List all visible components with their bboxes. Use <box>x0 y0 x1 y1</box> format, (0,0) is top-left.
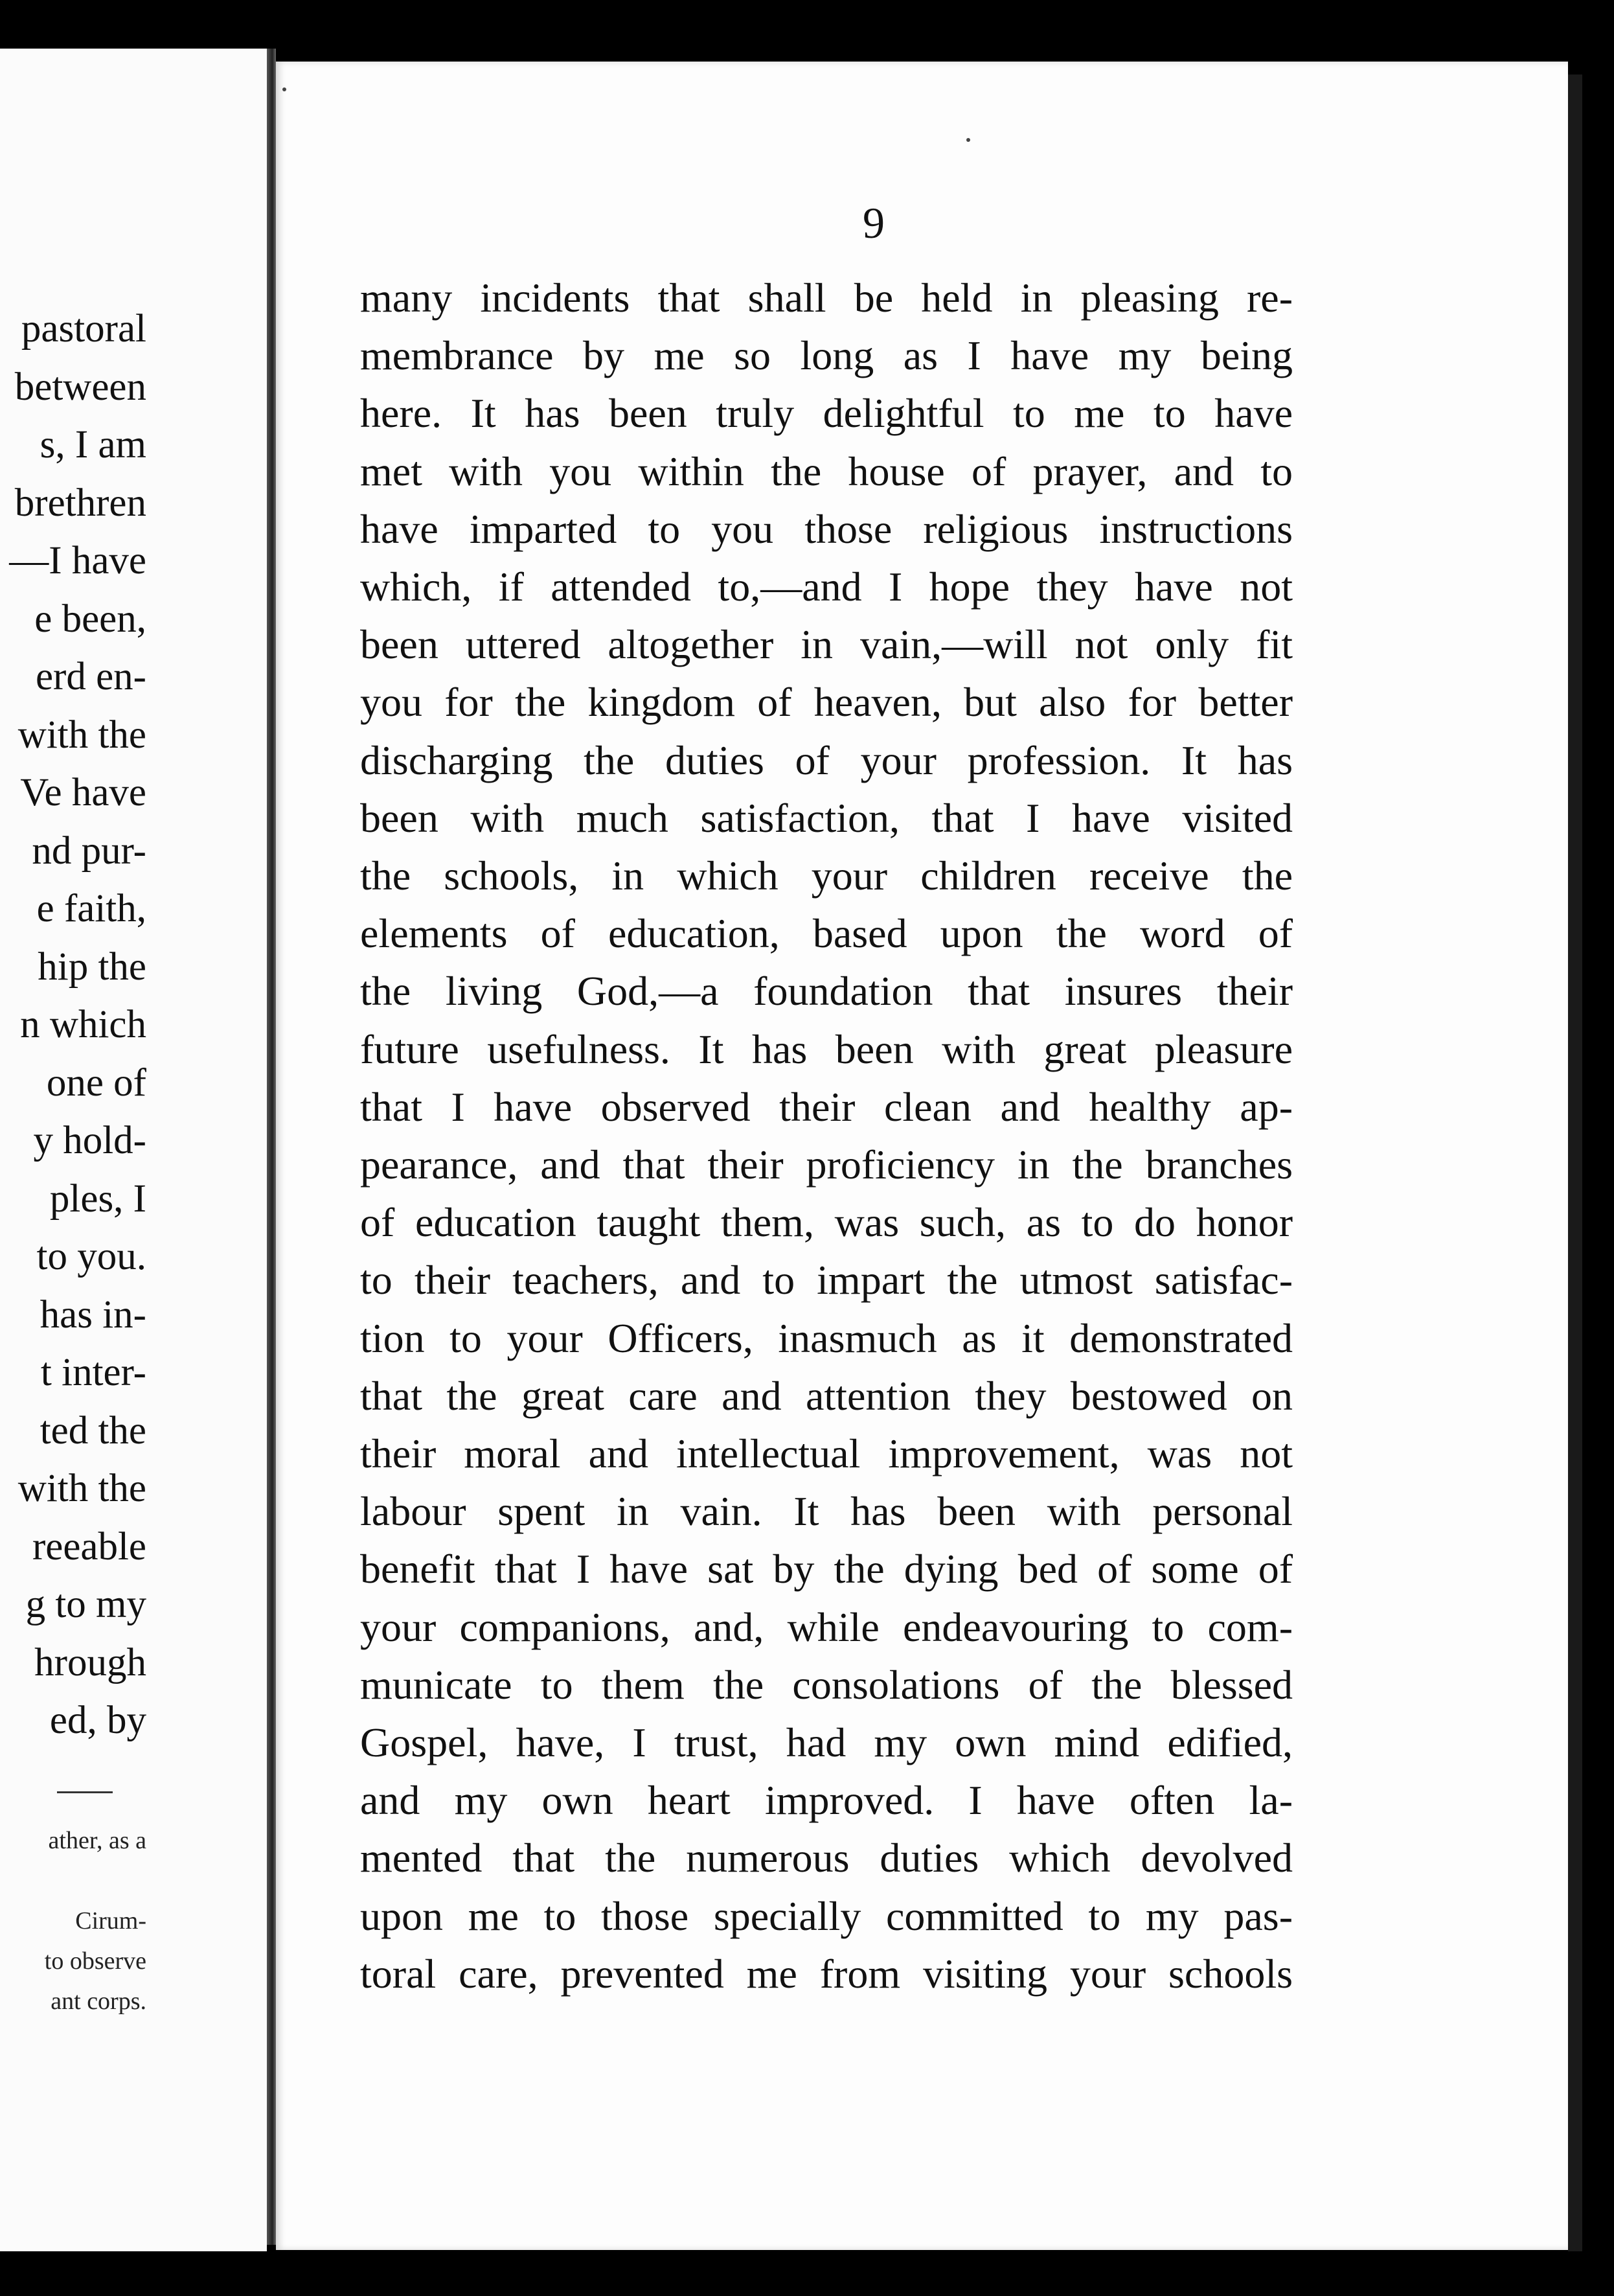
text-line: elements of education, based upon the word of <box>360 910 1293 957</box>
scan-speck <box>966 138 970 142</box>
left-line: e been, <box>34 597 146 641</box>
previous-page-text <box>9 300 146 1750</box>
left-line: erd en- <box>35 655 146 698</box>
book-gutter <box>267 49 276 2245</box>
page-number: 9 <box>863 198 885 247</box>
left-line: hip the <box>38 945 146 989</box>
page-edge-shadow <box>1568 75 1582 2251</box>
text-line: tion to your Officers, inasmuch as it demonstrated <box>360 1314 1293 1361</box>
left-line: y hold- <box>33 1119 146 1162</box>
text-line: benefit that I have sat by the dying bed of some of <box>360 1546 1293 1592</box>
left-line: —I have <box>9 539 146 582</box>
text-line: you for the kingdom of heaven, but also for better <box>360 679 1293 726</box>
text-line: membrance by me so long as I have my being <box>360 332 1293 379</box>
text-line: been with much satisfaction, that I have visited <box>360 794 1293 841</box>
left-line: e faith, <box>36 887 146 930</box>
scan-speck <box>282 87 286 91</box>
text-line: many incidents that shall be held in pleasing re- <box>360 275 1293 321</box>
footnote-line: ant corps. <box>51 1988 146 2015</box>
left-line: hrough <box>34 1640 146 1684</box>
left-line: s, I am <box>40 423 146 466</box>
left-line: pastoral <box>21 307 146 350</box>
left-line: n which <box>20 1003 146 1046</box>
left-line: ed, by <box>49 1699 146 1742</box>
left-line: ted the <box>40 1408 146 1452</box>
left-line: to you. <box>36 1235 146 1278</box>
left-line: with the <box>17 713 146 757</box>
text-line: that the great care and attention they bestowed on <box>360 1372 1293 1419</box>
footnote-spacer <box>45 1861 146 1901</box>
text-line: labour spent in vain. It has been with personal <box>360 1488 1293 1535</box>
text-line: which, if attended to,—and I hope they have not <box>360 564 1293 610</box>
text-line: have imparted to you those religious instructions <box>360 505 1293 552</box>
previous-page-fragment <box>0 49 267 2251</box>
left-line: reeable <box>32 1524 146 1568</box>
text-line: upon me to those specially committed to my pas- <box>360 1892 1293 1939</box>
text-line: and my own heart improved. I have often la- <box>360 1777 1293 1824</box>
text-line: to their teachers, and to impart the utmost satisfac- <box>360 1257 1293 1303</box>
text-line: of education taught them, was such, as to do honor <box>360 1199 1293 1246</box>
text-line: Gospel, have, I trust, had my own mind edified, <box>360 1719 1293 1766</box>
text-line: met with you within the house of prayer, and to <box>360 448 1293 494</box>
left-line: nd pur- <box>32 829 146 873</box>
footnote-line: ather, as a <box>48 1827 146 1854</box>
text-line: your companions, and, while endeavouring to com- <box>360 1603 1293 1650</box>
text-line: municate to them the consolations of the blessed <box>360 1661 1293 1708</box>
text-line: discharging the duties of your profession. It has <box>360 737 1293 783</box>
left-line: ples, I <box>49 1177 146 1221</box>
left-line: t inter- <box>40 1351 146 1394</box>
page-body-text <box>360 269 1293 2003</box>
text-line: pearance, and that their proficiency in the branches <box>360 1142 1293 1188</box>
text-line: their moral and intellectual improvement, was not <box>360 1430 1293 1477</box>
left-line: g to my <box>25 1583 146 1626</box>
footnote-line: to observe <box>44 1947 146 1975</box>
footnote-divider <box>57 1791 113 1793</box>
left-line: brethren <box>14 481 146 525</box>
text-line: the living God,—a foundation that insures their <box>360 968 1293 1015</box>
text-line: been uttered altogether in vain,—will not only fit <box>360 621 1293 668</box>
footnote-line: Cirum- <box>75 1907 146 1934</box>
text-line: that I have observed their clean and healthy ap- <box>360 1083 1293 1130</box>
left-line: has in- <box>40 1292 146 1337</box>
current-page <box>276 62 1568 2250</box>
text-line: here. It has been truly delightful to me to have <box>360 390 1293 437</box>
text-line: mented that the numerous duties which devolved <box>360 1835 1293 1881</box>
left-line: between <box>14 365 146 409</box>
text-line: future usefulness. It has been with great pleasure <box>360 1026 1293 1072</box>
left-line: one of <box>46 1061 146 1105</box>
text-line: the schools, in which your children receive the <box>360 853 1293 899</box>
left-line: with the <box>17 1467 146 1510</box>
previous-page-footnotes <box>45 1820 146 2021</box>
text-line: toral care, prevented me from visiting your schools <box>360 1950 1293 1997</box>
left-line: Ve have <box>20 771 146 814</box>
